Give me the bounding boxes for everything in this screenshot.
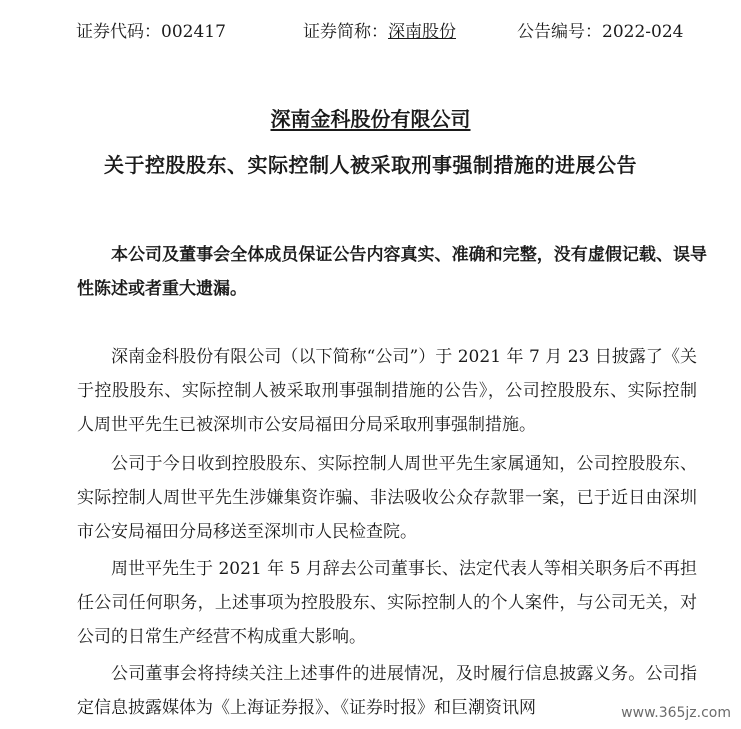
body-paragraph-2: 公司于今日收到控股股东、实际控制人周世平先生家属通知，公司控股股东、实际控制人周世平先生涉嫌集资诈骗、非法吸收公众存款罪一案，已于近日由深圳市公安局福田分局移送至深圳市人民检查院。 — [77, 454, 697, 542]
body-paragraph-4: 公司董事会将持续关注上述事件的进展情况，及时履行信息披露义务。公司指定信息披露媒体为《上海证券报》、《证券时报》和巨潮资讯网 — [77, 664, 697, 718]
announcement-number: 公告编号：2022-024 — [517, 22, 684, 42]
announcement-title: 关于控股股东、实际控制人被采取刑事强制措施的进展公告 — [104, 153, 637, 177]
company-name — [0, 104, 741, 134]
board-statement: 本公司及董事会全体成员保证公告内容真实、准确和完整，没有虚假记载、误导性陈述或者重大遗漏。 — [77, 245, 707, 299]
security-name-value: 深南股份 — [388, 22, 456, 42]
security-short-name — [303, 18, 456, 46]
security-code: 证券代码：002417 — [76, 22, 226, 42]
site-watermark: www.365jz.com — [621, 705, 731, 721]
body-paragraph-3: 周世平先生于 2021 年 5 月辞去公司董事长、法定代表人等相关职务后不再担任公司任何职务，上述事项为控股股东、实际控制人的个人案件，与公司无关，对公司的日常生产经营不构成重大影响。 — [77, 559, 697, 647]
body-paragraph-1: 深南金科股份有限公司（以下简称“公司”）于 2021 年 7 月 23 日披露了《关于控股股东、实际控制人被采取刑事强制措施的公告》，公司控股股东、实际控制人周世平先生已被深圳市公安局福田分局采取刑事强制措施。 — [77, 347, 697, 435]
announcement-header — [0, 18, 741, 46]
company-name-text: 深南金科股份有限公司 — [270, 107, 471, 131]
security-name-label: 证券简称： — [303, 22, 388, 42]
